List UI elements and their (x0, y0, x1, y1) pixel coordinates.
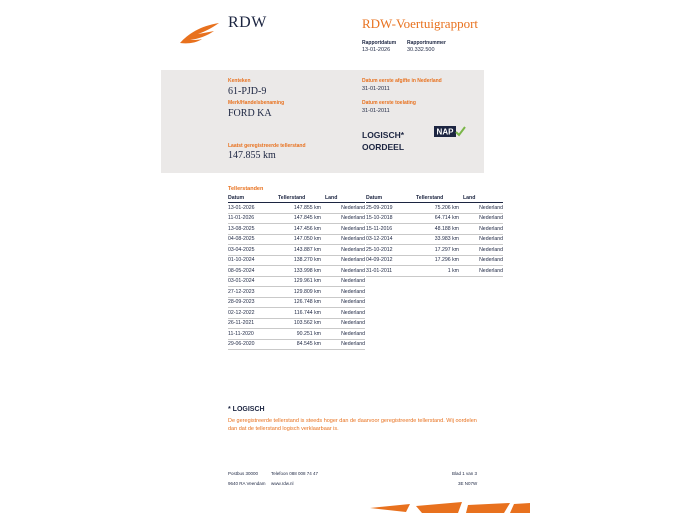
table-row (228, 297, 365, 308)
table-row (228, 266, 365, 277)
reading-date: 03-12-2014 (366, 234, 412, 245)
report-date-label: Rapportdatum (362, 40, 397, 46)
table-row (228, 308, 365, 319)
reading-country: Nederland (459, 255, 503, 266)
verdict (362, 129, 404, 153)
footer-postbus: Postbus 30000 (228, 471, 259, 476)
reading-country: Nederland (459, 234, 503, 245)
document-title: RDW-Voertuigrapport (362, 16, 479, 31)
reading-odometer: 64.714 km (412, 213, 459, 224)
column-header-date: Datum (366, 194, 412, 203)
reading-date: 13-01-2026 (228, 203, 274, 214)
reading-date: 08-05-2024 (228, 266, 274, 277)
reading-odometer: 116.744 km (274, 308, 321, 319)
table-row (228, 339, 365, 350)
report-date: 13-01-2026 (362, 47, 391, 53)
reading-country: Nederland (459, 245, 503, 256)
column-header-country: Land (459, 194, 503, 203)
footer-website: www.rdw.nl (271, 481, 294, 486)
column-header-country: Land (321, 194, 365, 203)
footer-page-number: Blad 1 van 3 (452, 471, 478, 476)
reading-odometer: 133.998 km (274, 266, 321, 277)
verdict-line-1: LOGISCH* (362, 130, 405, 140)
column-header-odometer: Tellerstand (412, 194, 459, 203)
reading-odometer: 147.456 km (274, 224, 321, 235)
plate-label: Kenteken (228, 78, 251, 84)
first-admission-nl-label: Datum eerste afgifte in Nederland (362, 78, 442, 84)
reading-date: 15-10-2018 (366, 213, 412, 224)
make-label: Merk/Handelsbenaming (228, 100, 285, 106)
table-header-row (228, 194, 365, 203)
reading-odometer: 90.251 km (274, 329, 321, 340)
reading-country: Nederland (321, 276, 365, 287)
table-row (228, 329, 365, 340)
readings-table-right (366, 194, 503, 277)
reading-country: Nederland (321, 339, 365, 350)
reading-country: Nederland (321, 245, 365, 256)
reading-date: 04-08-2025 (228, 234, 274, 245)
table-row (228, 287, 365, 298)
report-number: 30.332.500 (407, 47, 435, 53)
reading-date: 13-08-2025 (228, 224, 274, 235)
reading-date: 26-11-2021 (228, 318, 274, 329)
reading-date: 01-10-2024 (228, 255, 274, 266)
first-admission-date: 31-01-2011 (362, 108, 390, 114)
reading-date: 28-09-2023 (228, 297, 274, 308)
reading-country: Nederland (321, 329, 365, 340)
reading-country: Nederland (459, 213, 503, 224)
decorative-stripes-icon (370, 500, 530, 514)
reading-odometer: 1 km (412, 266, 459, 277)
table-row (228, 318, 365, 329)
reading-odometer: 129.809 km (274, 287, 321, 298)
readings-section-title: Tellerstanden (228, 186, 264, 192)
reading-odometer: 129.961 km (274, 276, 321, 287)
reading-country: Nederland (321, 234, 365, 245)
table-row (228, 245, 365, 256)
reading-odometer: 138.270 km (274, 255, 321, 266)
footnote-text: De geregistreerde tellerstand is steeds hoger dan de daarvoor geregistreerde tellerstand. Wij oordelen dan dat de tellerstand logisch verklaarbaar is. (228, 418, 477, 432)
reading-date: 03-01-2024 (228, 276, 274, 287)
reading-country: Nederland (321, 266, 365, 277)
table-row (228, 255, 365, 266)
table-row (228, 203, 365, 214)
reading-date: 11-01-2026 (228, 213, 274, 224)
reading-date: 25-10-2012 (366, 245, 412, 256)
footer-city: 9640 RA Veendam (228, 481, 266, 486)
reading-odometer: 147.845 km (274, 213, 321, 224)
reading-country: Nederland (459, 266, 503, 277)
table-row (366, 213, 503, 224)
odometer-label: Laatst geregistreerde tellerstand (228, 143, 306, 149)
reading-odometer: 33.983 km (412, 234, 459, 245)
reading-odometer: 17.296 km (412, 255, 459, 266)
odometer-value: 147.855 km (228, 150, 276, 161)
reading-odometer: 17.297 km (412, 245, 459, 256)
reading-odometer: 48.188 km (412, 224, 459, 235)
reading-odometer: 143.887 km (274, 245, 321, 256)
reading-date: 11-11-2020 (228, 329, 274, 340)
table-row (366, 255, 503, 266)
first-admission-label: Datum eerste toelating (362, 100, 416, 106)
reading-country: Nederland (459, 224, 503, 235)
column-header-odometer: Tellerstand (274, 194, 321, 203)
reading-country: Nederland (321, 203, 365, 214)
table-row (366, 245, 503, 256)
reading-country: Nederland (321, 224, 365, 235)
reading-date: 03-04-2025 (228, 245, 274, 256)
reading-country: Nederland (321, 297, 365, 308)
license-plate: 61-PJD-9 (228, 86, 267, 97)
reading-odometer: 147.050 km (274, 234, 321, 245)
reading-country: Nederland (459, 203, 503, 214)
vehicle-summary-panel (161, 70, 484, 173)
column-header-date: Datum (228, 194, 274, 203)
footer-code: 3E N07W (458, 481, 478, 486)
table-row (366, 266, 503, 277)
table-row (366, 203, 503, 214)
reading-country: Nederland (321, 255, 365, 266)
reading-date: 31-01-2011 (366, 266, 412, 277)
table-row (228, 213, 365, 224)
reading-date: 15-11-2016 (366, 224, 412, 235)
reading-odometer: 103.562 km (274, 318, 321, 329)
reading-date: 29-06-2020 (228, 339, 274, 350)
table-row (228, 224, 365, 235)
first-admission-nl-date: 31-01-2011 (362, 86, 390, 92)
footer-phone: Telefoon 088 008 74 47 (271, 471, 319, 476)
table-row (228, 276, 365, 287)
reading-odometer: 84.545 km (274, 339, 321, 350)
report-number-label: Rapportnummer (407, 40, 446, 46)
reading-date: 04-09-2012 (366, 255, 412, 266)
rdw-logo-icon (178, 22, 220, 44)
table-row (228, 234, 365, 245)
reading-odometer: 126.748 km (274, 297, 321, 308)
reading-country: Nederland (321, 308, 365, 319)
table-row (366, 234, 503, 245)
brand-name: RDW (228, 14, 267, 31)
reading-odometer: 147.855 km (274, 203, 321, 214)
vehicle-make: FORD KA (228, 108, 272, 119)
verdict-line-2: OORDEEL (362, 142, 405, 152)
readings-table-left (228, 194, 365, 350)
table-header-row (366, 194, 503, 203)
reading-odometer: 75.206 km (412, 203, 459, 214)
reading-country: Nederland (321, 318, 365, 329)
reading-date: 27-12-2023 (228, 287, 274, 298)
nap-logo-text: NAP (436, 127, 454, 137)
reading-country: Nederland (321, 287, 365, 298)
reading-date: 02-12-2022 (228, 308, 274, 319)
table-row (366, 224, 503, 235)
footnote-title: * LOGISCH (228, 406, 265, 413)
reading-country: Nederland (321, 213, 365, 224)
nap-logo-icon (434, 126, 466, 137)
reading-date: 25-09-2019 (366, 203, 412, 214)
